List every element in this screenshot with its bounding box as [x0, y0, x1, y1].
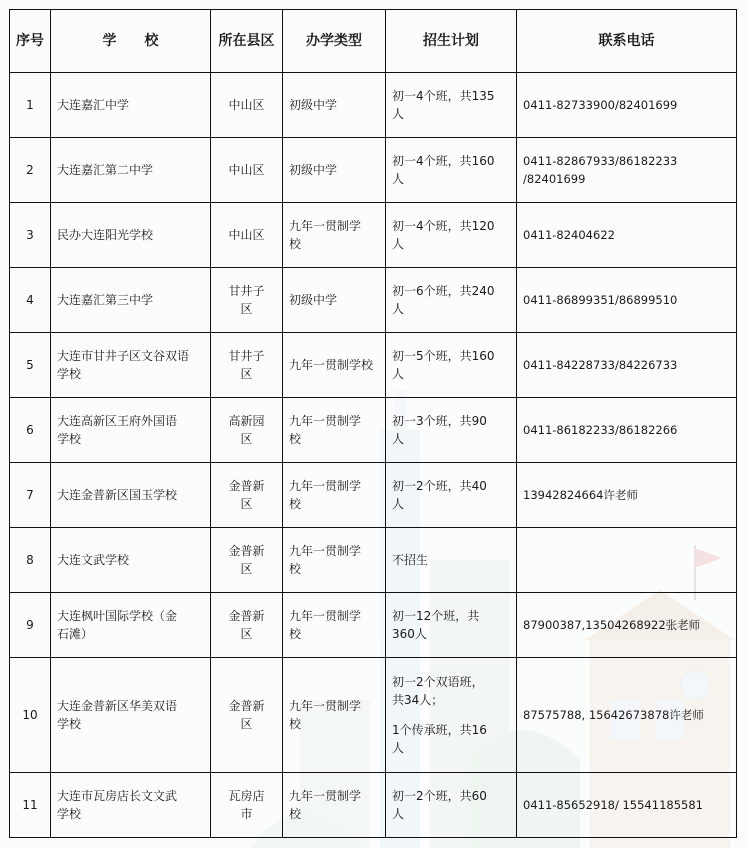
- cell-type: 初级中学: [283, 268, 386, 333]
- cell-type: 九年一贯制学 校: [283, 773, 386, 838]
- header-num: 序号: [10, 10, 51, 73]
- cell-plan: 初一2个班，共60 人: [386, 773, 517, 838]
- cell-type: 初级中学: [283, 138, 386, 203]
- cell-type: 九年一贯制学 校: [283, 593, 386, 658]
- cell-school: 大连嘉汇第三中学: [51, 268, 211, 333]
- cell-type: 初级中学: [283, 73, 386, 138]
- cell-num: 1: [10, 73, 51, 138]
- cell-district: 金普新 区: [211, 528, 283, 593]
- cell-district: 中山区: [211, 203, 283, 268]
- cell-school: 大连高新区王府外国语 学校: [51, 398, 211, 463]
- cell-phone: 0411-86899351/86899510: [517, 268, 737, 333]
- table-row: [10, 773, 737, 838]
- header-phone: 联系电话: [517, 10, 737, 73]
- cell-plan: 初一12个班，共 360人: [386, 593, 517, 658]
- cell-plan: 初一3个班，共90 人: [386, 398, 517, 463]
- cell-district: 甘井子 区: [211, 333, 283, 398]
- table-row: [10, 463, 737, 528]
- cell-plan: 初一4个班，共120 人: [386, 203, 517, 268]
- cell-num: 10: [10, 658, 51, 773]
- cell-num: 7: [10, 463, 51, 528]
- cell-num: 3: [10, 203, 51, 268]
- table-row: [10, 203, 737, 268]
- cell-plan: 初一5个班，共160 人: [386, 333, 517, 398]
- cell-type: 九年一贯制学 校: [283, 463, 386, 528]
- cell-num: 4: [10, 268, 51, 333]
- cell-district: 中山区: [211, 138, 283, 203]
- table-row: [10, 73, 737, 138]
- cell-phone: 0411-82733900/82401699: [517, 73, 737, 138]
- cell-phone: 0411-82867933/86182233 /82401699: [517, 138, 737, 203]
- cell-num: 9: [10, 593, 51, 658]
- header-plan: 招生计划: [386, 10, 517, 73]
- enrollment-table: [9, 9, 737, 838]
- cell-school: 民办大连阳光学校: [51, 203, 211, 268]
- cell-school: 大连嘉汇第二中学: [51, 138, 211, 203]
- cell-num: 6: [10, 398, 51, 463]
- cell-phone: 0411-85652918/ 15541185581: [517, 773, 737, 838]
- header-district: 所在县区: [211, 10, 283, 73]
- cell-school: 大连金普新区华美双语 学校: [51, 658, 211, 773]
- cell-phone: 13942824664许老师: [517, 463, 737, 528]
- cell-phone: 0411-86182233/86182266: [517, 398, 737, 463]
- cell-num: 2: [10, 138, 51, 203]
- cell-num: 11: [10, 773, 51, 838]
- header-school: 学 校: [51, 10, 211, 73]
- cell-school: 大连市瓦房店长文文武 学校: [51, 773, 211, 838]
- cell-phone: [517, 528, 737, 593]
- table-row: [10, 658, 737, 773]
- cell-school: 大连市甘井子区文谷双语 学校: [51, 333, 211, 398]
- cell-phone: 0411-84228733/84226733: [517, 333, 737, 398]
- cell-district: 甘井子 区: [211, 268, 283, 333]
- cell-num: 8: [10, 528, 51, 593]
- table-row: [10, 528, 737, 593]
- table-row: [10, 268, 737, 333]
- cell-plan: 初一4个班，共160 人: [386, 138, 517, 203]
- header-type: 办学类型: [283, 10, 386, 73]
- cell-district: 金普新 区: [211, 463, 283, 528]
- cell-school: 大连嘉汇中学: [51, 73, 211, 138]
- cell-district: 高新园 区: [211, 398, 283, 463]
- cell-district: 中山区: [211, 73, 283, 138]
- cell-district: 金普新 区: [211, 658, 283, 773]
- cell-district: 瓦房店 市: [211, 773, 283, 838]
- cell-plan: 初一2个班，共40 人: [386, 463, 517, 528]
- cell-plan: 不招生: [386, 528, 517, 593]
- cell-type: 九年一贯制学 校: [283, 528, 386, 593]
- table-row: [10, 398, 737, 463]
- cell-phone: 87575788, 15642673878许老师: [517, 658, 737, 773]
- cell-type: 九年一贯制学校: [283, 333, 386, 398]
- cell-type: 九年一贯制学 校: [283, 398, 386, 463]
- cell-school: 大连文武学校: [51, 528, 211, 593]
- cell-plan: 初一4个班，共135 人: [386, 73, 517, 138]
- cell-school: 大连枫叶国际学校（金 石滩）: [51, 593, 211, 658]
- table-row: [10, 138, 737, 203]
- cell-phone: 0411-82404622: [517, 203, 737, 268]
- cell-num: 5: [10, 333, 51, 398]
- table-row: [10, 593, 737, 658]
- header-row: [10, 10, 737, 73]
- cell-type: 九年一贯制学 校: [283, 658, 386, 773]
- cell-type: 九年一贯制学 校: [283, 203, 386, 268]
- cell-plan: 初一2个双语班， 共34人； 1个传承班，共16 人: [386, 658, 517, 773]
- cell-district: 金普新 区: [211, 593, 283, 658]
- cell-phone: 87900387,13504268922张老师: [517, 593, 737, 658]
- cell-school: 大连金普新区国玉学校: [51, 463, 211, 528]
- table-row: [10, 333, 737, 398]
- cell-plan: 初一6个班，共240 人: [386, 268, 517, 333]
